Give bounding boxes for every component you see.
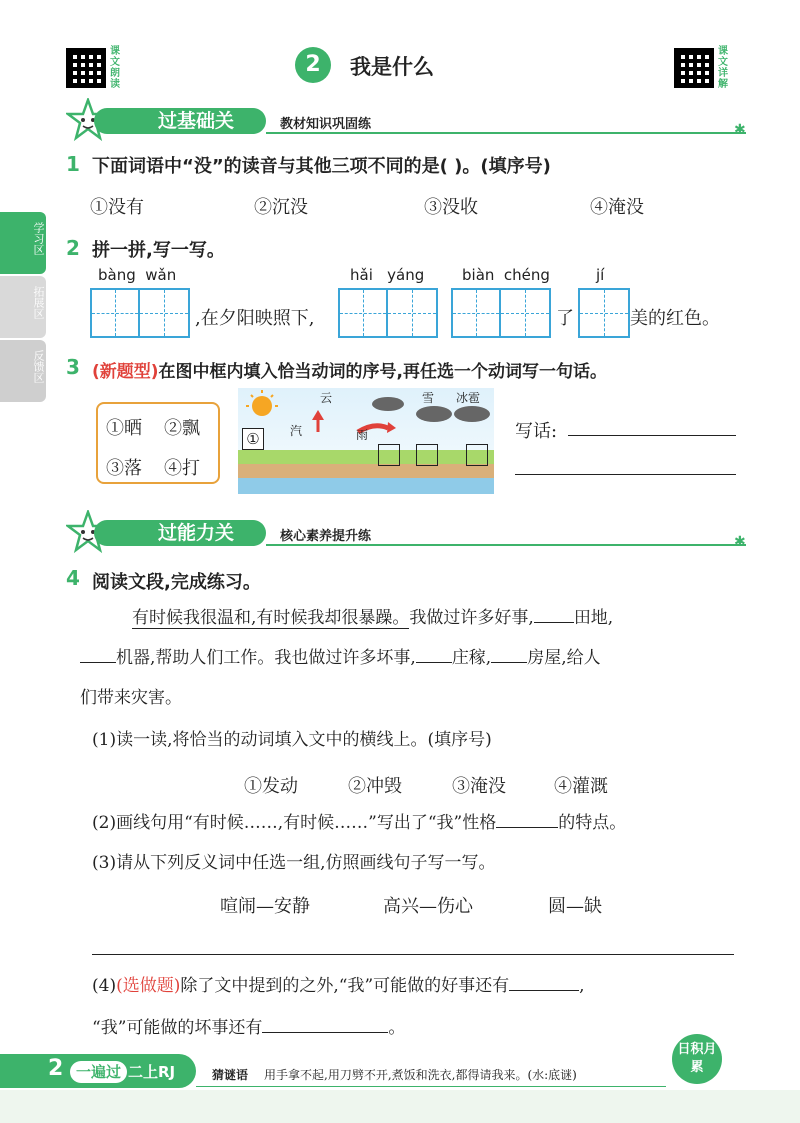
qr-code-left[interactable] [66,48,106,88]
writing-grid-4[interactable] [578,288,630,338]
antonym-pair[interactable]: 高兴—伤心 [383,896,473,917]
answer-box-snow[interactable] [416,444,438,466]
sub-question-4b: “我”可能做的坏事还有 。 [92,1008,405,1048]
star-icon: ✱ [734,122,746,138]
verb-option: ②飘 [164,418,200,439]
blank-2[interactable] [80,645,116,663]
footer-decor [0,1090,800,1123]
question-number: 4 [66,566,80,590]
question-number: 2 [66,236,80,260]
blank-good-deed[interactable] [509,973,579,991]
verb-option: ③落 [106,458,142,479]
side-tab-expand[interactable]: 拓展区 [0,276,46,338]
lesson-title: 我是什么 [350,55,434,79]
passage-line-3: 们带来灾害。 [80,688,182,708]
new-type-tag: (新题型) [92,362,159,382]
blank-bad-deed[interactable] [262,1015,388,1033]
label-vapor: 汽 [290,424,303,438]
sub-question-1: (1)读一读,将恰当的动词填入文中的横线上。(填序号) [92,730,492,750]
label-rain: 雨 [356,428,369,442]
underlined-sentence: 有时候我很温和,有时候我却很暴躁。 [132,608,410,628]
question-text: 阅读文段,完成练习。 [92,572,261,593]
sentence-segment: 美的红色。 [630,308,720,329]
brand-name: 一遍过 [70,1061,127,1083]
answer-box-hail[interactable] [466,444,488,466]
sub1-option[interactable]: ④灌溉 [554,776,608,797]
question-text: (新题型)在图中框内填入恰当动词的序号,再任选一个动词写一句话。 [92,362,608,382]
passage-line-2: 机器,帮助人们工作。我也做过许多坏事, 庄稼, 房屋,给人 [80,638,760,678]
label-snow: 雪 [422,391,435,405]
option-1[interactable]: ①没有 [90,197,144,218]
blank-3[interactable] [416,645,452,663]
side-tab-study[interactable]: 学习区 [0,212,46,274]
sentence-segment: ,在夕阳映照下, [195,308,315,329]
section-title: 过基础关 [94,108,266,134]
sub-question-3: (3)请从下列反义词中任选一组,仿照画线句子写一写。 [92,853,496,873]
antonym-pair[interactable]: 喧闹—安静 [220,896,310,917]
pinyin-1: bàng wǎn [98,266,177,284]
riddle-text: 用手拿不起,用刀劈不开,煮饭和洗衣,都得请我来。(水:底谜) [264,1068,577,1082]
side-tab-feedback[interactable]: 反馈区 [0,340,46,402]
question-text: 下面词语中“没”的读音与其他三项不同的是( )。(填序号) [92,156,551,177]
question-text: 拼一拼,写一写。 [92,240,225,261]
option-2[interactable]: ②沉没 [254,197,308,218]
optional-tag: (选做题) [116,976,181,996]
verb-option: ④打 [164,458,200,479]
water-cycle-illustration [238,388,494,494]
sentence-segment: 了 [556,308,574,329]
verb-option: ①晒 [106,418,142,439]
section-title: 过能力关 [94,520,266,546]
verb-box [96,402,220,484]
answer-box-rain[interactable] [378,444,400,466]
pinyin-3: biàn chéng [462,266,550,284]
section-subtitle: 教材知识巩固练 [280,117,372,132]
blank-1[interactable] [534,605,574,623]
pinyin-2: hǎi yáng [350,266,425,284]
section-banner-ability [66,520,746,550]
antonym-pair[interactable]: 圆—缺 [548,896,602,917]
write-line-1[interactable] [568,435,736,436]
option-4[interactable]: ④淹没 [590,197,644,218]
option-3[interactable]: ③没收 [424,197,478,218]
section-subtitle: 核心素养提升练 [280,529,372,544]
daily-badge: 日积月累 [672,1034,722,1084]
question-number: 1 [66,152,80,176]
blank-4[interactable] [491,645,527,663]
sub-question-2: (2)画线句用“有时候……,有时候……”写出了“我”性格 的特点。 [92,803,626,843]
footer [0,1042,800,1090]
star-icon: ✱ [734,534,746,550]
sub-question-4: (4)(选做题)除了文中提到的之外,“我”可能做的好事还有 , [92,966,752,1006]
sub1-option[interactable]: ③淹没 [452,776,506,797]
section-banner-basic [66,108,746,138]
label-hail: 冰雹 [456,391,481,405]
write-label: 写话: [515,421,558,442]
answer-box-sun[interactable]: ① [242,428,264,450]
qr-code-right[interactable] [674,48,714,88]
qr-left-label: 课文朗读 [110,46,120,90]
question-number: 3 [66,355,80,379]
writing-grid-3[interactable] [451,288,551,338]
pinyin-4: jí [596,266,605,284]
blank-trait[interactable] [496,810,558,828]
write-line-2[interactable] [515,474,736,475]
qr-right-label: 课文详解 [718,46,728,90]
label-cloud: 云 [320,391,333,405]
answer-line[interactable] [92,954,734,955]
passage-line-1: 有时候我很温和,有时候我却很暴躁。我做过许多好事, 田地, [132,598,752,638]
sub1-option[interactable]: ①发动 [244,776,298,797]
page-number: 2 [48,1056,64,1081]
grade-label: 二上RJ [128,1063,176,1081]
writing-grid-2[interactable] [338,288,438,338]
sub1-option[interactable]: ②冲毁 [348,776,402,797]
writing-grid-1[interactable] [90,288,190,338]
riddle-label: 猜谜语 [212,1068,249,1082]
lesson-number: 2 [295,47,331,83]
